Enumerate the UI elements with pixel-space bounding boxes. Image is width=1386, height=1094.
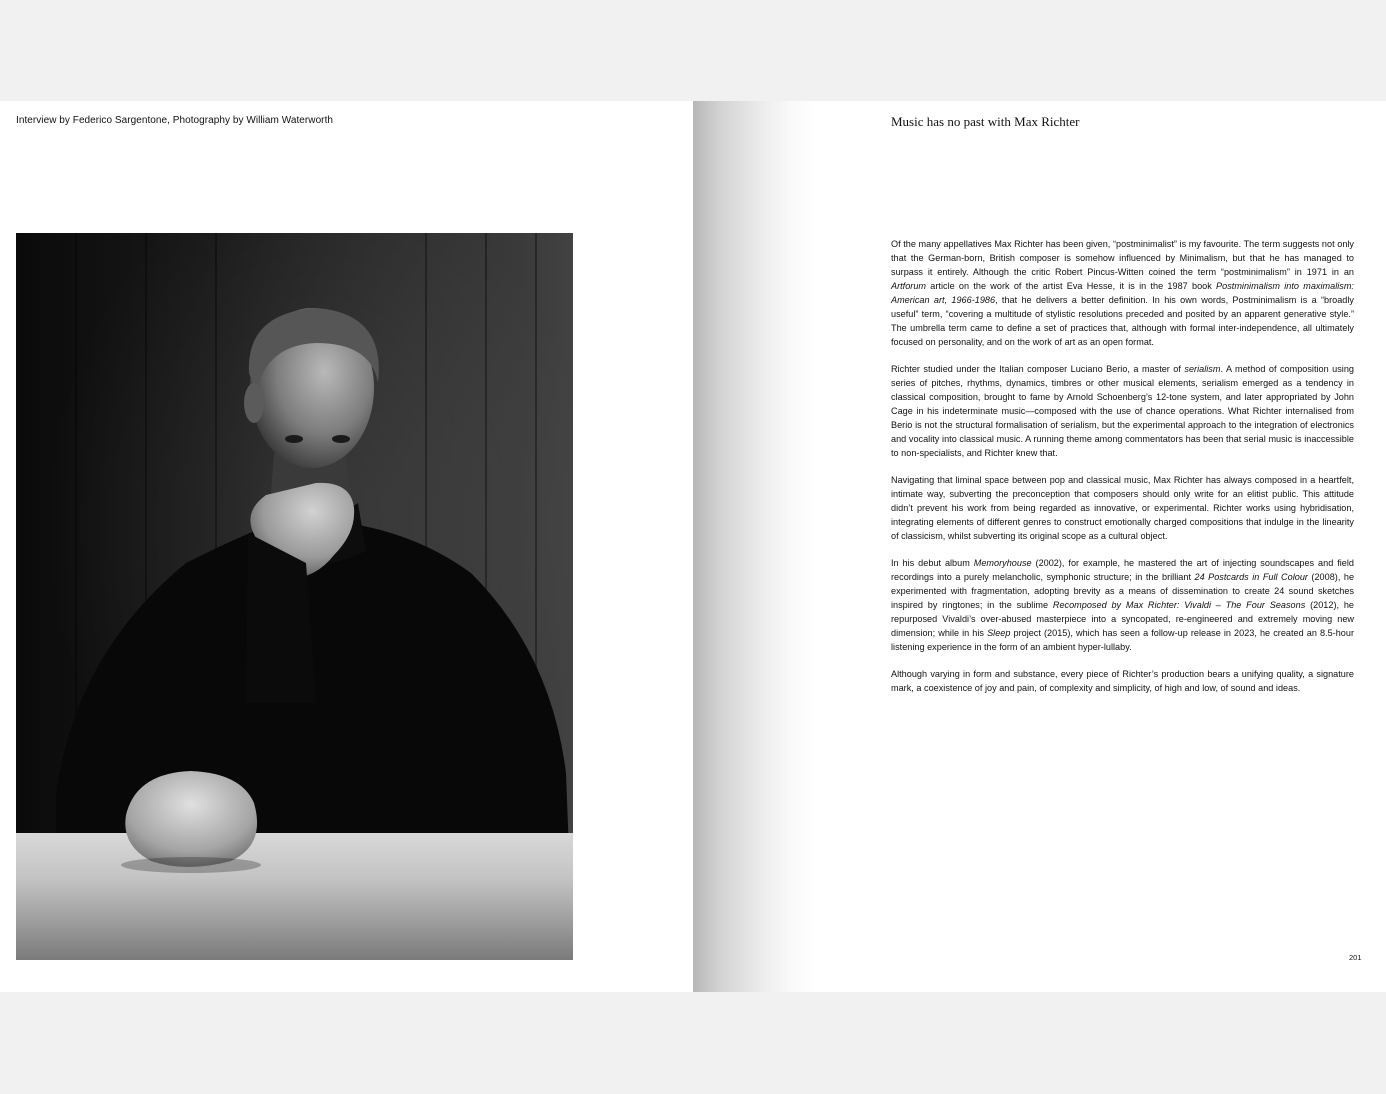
article-paragraph xyxy=(891,473,1354,543)
magazine-spread xyxy=(0,101,1386,992)
article-paragraph xyxy=(891,362,1354,460)
article-paragraph xyxy=(891,556,1354,654)
paragraph-text: article on the work of the artist Eva Hesse, it is in the 1987 book xyxy=(926,281,1217,291)
paragraph-text: Navigating that liminal space between pop and classical music, Max Richter has always composed in a heartfelt, intimate way, subverting the preconception that composers should only write for an elitist public. This attitude didn’t prevent his work from being regarded as innovative, or experimental. Richter works using hybridisation, integrating elements of different genres to construct emotionally charged compositions that indulge in the linearity of classicism, whilst subverting its original scope as a cultural object. xyxy=(891,475,1354,541)
page-number: 201 xyxy=(1349,953,1362,962)
article-paragraph xyxy=(891,667,1354,695)
italic-title-text: Postminimalism into maximalism: American art, 1966-1986 xyxy=(891,281,1354,305)
italic-title-text: Recomposed by Max Richter: Vivaldi – The Four Seasons xyxy=(1052,600,1306,610)
paragraph-text: project (2015), which has seen a follow-up release in 2023, he created an 8.5-hour listening experience in the form of an ambient hyper-lullaby. xyxy=(891,628,1354,652)
italic-title-text: Artforum xyxy=(891,281,927,291)
paragraph-text: , that he delivers a better definition. In his own words, Postminimalism is a “broadly useful” term, “covering a multitude of stylistic resolutions preceded and posited by an apparent generative style.” The umbrella term came to define a set of practices that, although with formal inter-independence, all ultimately focused on personality, and on the work of art as an open format. xyxy=(891,295,1354,347)
paragraph-text: In his debut album xyxy=(891,558,974,568)
article-title: Music has no past with Max Richter xyxy=(891,114,1080,129)
paragraph-text: (2012), he repurposed Vivaldi’s over-abused masterpiece into a syncopated, re-engineered and extremely moving new dimension; while in his xyxy=(891,600,1354,638)
italic-title-text: serialism xyxy=(1184,364,1221,374)
paragraph-text: . A method of composition using series of pitches, rhythms, dynamics, timbres or other musical elements, serialism emerged as a tendency in classical composition, brought to fame by Arnold Schoenberg’s 12-tone system, and later appropriated by John Cage in his indeterminate music—composed with the use of chance operations. What Richter internalised from Berio is not the structural formalisation of serialism, but the experimental approach to the integration of electronics and vocality into classical music. A running theme among commentators has been that serial music is inaccessible to non-specialists, and Richter knew that. xyxy=(891,364,1354,458)
article-body xyxy=(891,237,1354,708)
paragraph-text: (2002), for example, he mastered the art of injecting soundscapes and field recordings into a purely melancholic, symphonic structure; in the brilliant xyxy=(891,558,1354,582)
paragraph-text: Although varying in form and substance, every piece of Richter’s production bears a unifying quality, a signature mark, a coexistence of joy and pain, of complexity and simplicity, of high and low, of sound and ideas. xyxy=(891,669,1354,693)
gutter-shadow xyxy=(693,101,818,992)
paragraph-text: Of the many appellatives Max Richter has been given, “postminimalist” is my favourite. The term suggests not only that the German-born, British composer is somehow influenced by Minimalism, but that he has managed to surpass it entirely. Although the critic Robert Pincus-Witten coined the term “postminimalism” in 1971 in an xyxy=(891,239,1354,277)
portrait-photo xyxy=(16,233,573,960)
paragraph-text: Richter studied under the Italian composer Luciano Berio, a master of xyxy=(891,364,1185,374)
photo-credit: Interview by Federico Sargentone, Photography by William Waterworth xyxy=(16,115,334,126)
italic-title-text: Sleep xyxy=(987,628,1011,638)
left-page xyxy=(0,101,693,992)
italic-title-text: 24 Postcards in Full Colour xyxy=(1194,572,1308,582)
italic-title-text: Memoryhouse xyxy=(973,558,1032,568)
paragraph-text: (2008), he experimented with fragmentation, adopting brevity as a means of dissemination to create 24 sound sketches inspired by ringtones; in the sublime xyxy=(891,572,1355,610)
article-paragraph xyxy=(891,237,1354,349)
right-page xyxy=(693,101,1386,992)
